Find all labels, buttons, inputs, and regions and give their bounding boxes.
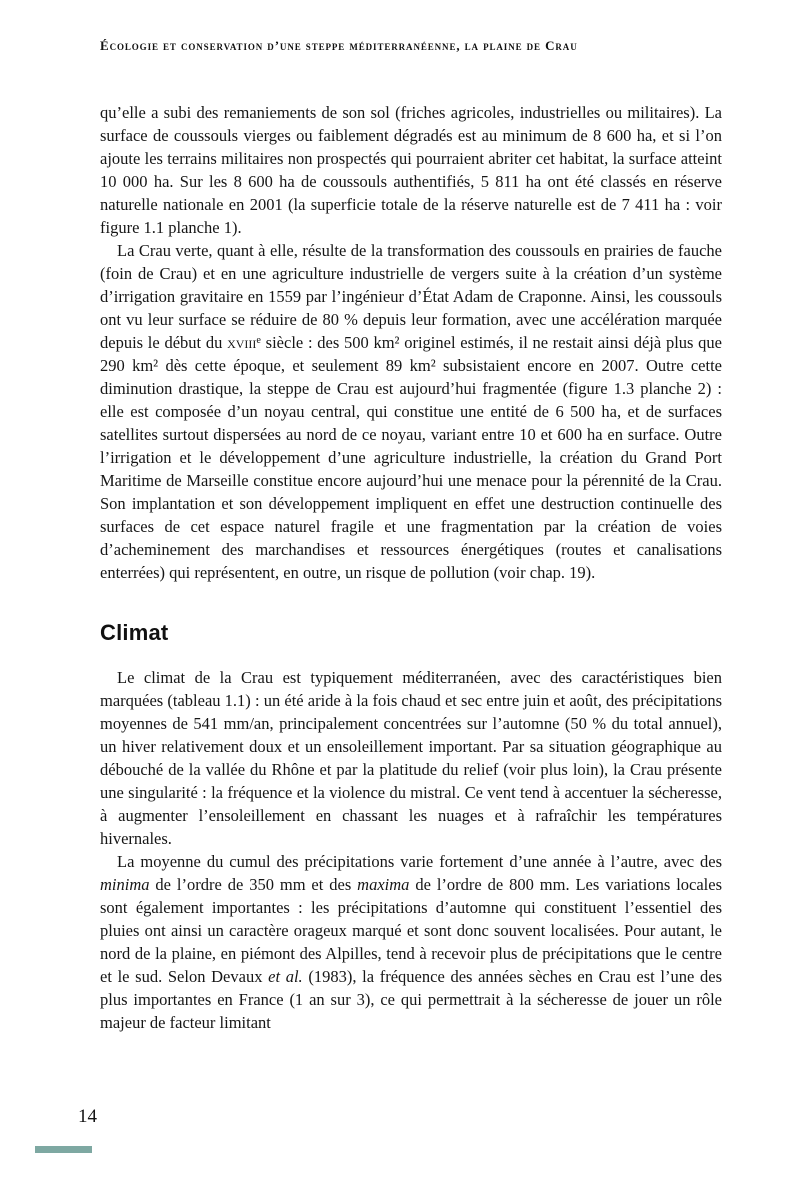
- text-run-italic: et al.: [268, 967, 303, 986]
- paragraph: [100, 666, 722, 850]
- text-run: La Crau verte, quant à elle, résulte de la transformation des coussouls en prairies de fauche (foin de Crau) et en une agriculture industrielle de vergers suite à la création d’un système d’irrigation gravitaire en 1559 par l’ingénieur d’État Adam de Craponne. Ainsi, les coussouls ont vu leur surface se réduire de 80 % depuis leur formation, avec une accélération marquée depuis le début du: [100, 241, 722, 352]
- paragraph: [100, 850, 722, 1034]
- text-run-sup: e: [256, 335, 261, 347]
- text-column: [100, 101, 722, 1034]
- text-run: siècle : des 500 km² originel estimés, il ne restait ainsi déjà plus que 290 km² dès cette époque, et seulement 89 km² subsistaient encore en 2007. Outre cette diminution drastique, la steppe de Crau est aujourd’hui fragmentée (figure 1.3 planche 2) : elle est composée d’un noyau central, qui constitue une entité de 6 500 ha, et de surfaces satellites surtout dispersées au nord de ce noyau, variant entre 10 et 600 ha en surface. Outre l’irrigation et le développement d’une agriculture industrielle, la création du Grand Port Maritime de Marseille constitue encore aujourd’hui une menace pour la pérennité de la Crau. Son implantation et son développement impliquent en effet une destruction continuelle des surfaces de cet espace naturel fragile et une fragmentation par la création de voies d’acheminement des marchandises et ressources énergétiques (routes et canalisations enterrées) qui représentent, en outre, un risque de pollution (voir chap. 19).: [100, 333, 722, 582]
- running-head: Écologie et conservation d’une steppe méditerranéenne, la plaine de Crau: [100, 38, 578, 53]
- paragraph: [100, 239, 722, 584]
- section-heading: Climat: [100, 620, 169, 645]
- text-run-italic: minima: [100, 875, 150, 894]
- text-run: qu’elle a subi des remaniements de son sol (friches agricoles, industrielles ou militaires). La surface de coussouls vierges ou faiblement dégradés est au minimum de 8 600 ha, et si l’on ajoute les terrains militaires non prospectés qui pourraient abriter cet habitat, la surface atteint 10 000 ha. Sur les 8 600 ha de coussouls authentifiés, 5 811 ha ont été classés en réserve naturelle nationale en 2001 (la superficie totale de la réserve naturelle est de 7 411 ha : voir figure 1.1 planche 1).: [100, 103, 722, 237]
- text-run: (1983), la fréquence des années sèches en Crau est l’une des plus importantes en France (1 an sur 3), ce qui permettrait à la sécheresse de jouer un rôle majeur de facteur limitant: [100, 967, 722, 1032]
- paragraph: [100, 101, 722, 239]
- text-run: de l’ordre de 800 mm. Les variations locales sont également importantes : les précipitations d’automne qui constituent l’essentiel des pluies ont ainsi un caractère orageux marqué et sont donc souvent localisées. Pour autant, le nord de la plaine, en piémont des Alpilles, tend à recevoir plus de précipitations que le centre et le sud. Selon Devaux: [100, 875, 723, 986]
- page-number: 14: [78, 1106, 97, 1127]
- text-run: Le climat de la Crau est typiquement méditerranéen, avec des caractéristiques bien marquées (tableau 1.1) : un été aride à la fois chaud et sec entre juin et août, des précipitations moyennes de 541 mm/an, principalement concentrées sur l’automne (50 % du total annuel), un hiver relativement doux et un ensoleillement important. Par sa situation géographique au débouché de la vallée du Rhône et par la platitude du relief (voir plus loin), la Crau présente une singularité : la fréquence et la violence du mistral. Ce vent tend à accentuer la sécheresse, à augmenter l’ensoleillement en chassant les nuages et à rafraîchir les températures hivernales.: [100, 668, 722, 848]
- footer-accent-bar: [35, 1146, 92, 1153]
- text-run: La moyenne du cumul des précipitations varie fortement d’une année à l’autre, avec des: [117, 852, 722, 871]
- text-run-smallcaps: xviii: [227, 333, 257, 352]
- text-run: de l’ordre de 350 mm et des: [149, 875, 358, 894]
- text-run-italic: maxima: [357, 875, 410, 894]
